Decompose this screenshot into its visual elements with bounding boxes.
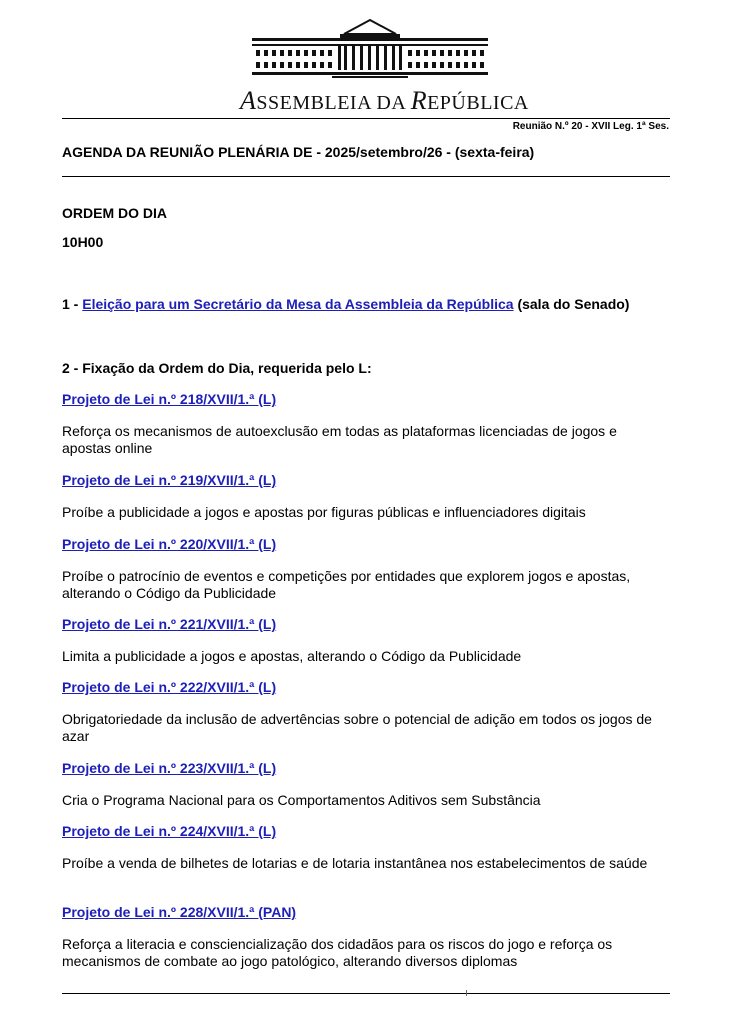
project-description: Obrigatoriedade da inclusão de advertências sobre o potencial de adição em todos os jogos de azar (62, 711, 652, 744)
project-description: Reforça a literacia e consciencialização dos cidadãos para os riscos do jogo e reforça os mecanismos de combate ao jogo patológico, alterando diversos diplomas (62, 936, 613, 969)
footer-rule (62, 993, 670, 994)
project-link[interactable]: Projeto de Lei n.º 221/XVII/1.ª (L) (62, 616, 277, 632)
footer-tick (466, 990, 467, 996)
agenda-title: AGENDA DA REUNIÃO PLENÁRIA DE - 2025/setembro/26 - (sexta-feira) (62, 144, 535, 160)
project-link[interactable]: Projeto de Lei n.º 224/XVII/1.ª (L) (62, 823, 277, 839)
section-heading: ORDEM DO DIA (62, 205, 167, 221)
project-description: Cria o Programa Nacional para os Comportamentos Aditivos sem Substância (62, 792, 541, 808)
assembleia-logo (240, 14, 529, 115)
project-link[interactable]: Projeto de Lei n.º 223/XVII/1.ª (L) (62, 760, 277, 776)
title-rule (62, 176, 670, 177)
meeting-number: Reunião N.º 20 - XVII Leg. 1ª Ses. (512, 121, 669, 132)
project-link[interactable]: Projeto de Lei n.º 219/XVII/1.ª (L) (62, 472, 277, 488)
meeting-time: 10H00 (62, 234, 104, 250)
project-description: Limita a publicidade a jogos e apostas, alterando o Código da Publicidade (62, 648, 522, 664)
project-link[interactable]: Projeto de Lei n.º 220/XVII/1.ª (L) (62, 536, 277, 552)
logo-text-mid: SSEMBLEIA DA (256, 92, 411, 114)
logo-letter-a: A (240, 86, 257, 115)
project-description: Proíbe a publicidade a jogos e apostas por figuras públicas e influenciadores digitais (62, 504, 586, 520)
project-link[interactable]: Projeto de Lei n.º 218/XVII/1.ª (L) (62, 391, 277, 407)
item-location: (sala do Senado) (513, 296, 630, 312)
logo-text-end: EPÚBLICA (427, 92, 529, 114)
header-rule (62, 118, 670, 119)
item-number: 1 - (62, 296, 83, 312)
eleicao-secretario-link[interactable]: Eleição para um Secretário da Mesa da Assembleia da República (82, 296, 514, 312)
project-link[interactable]: Projeto de Lei n.º 228/XVII/1.ª (PAN) (62, 904, 297, 920)
project-link[interactable]: Projeto de Lei n.º 222/XVII/1.ª (L) (62, 679, 277, 695)
logo-wordmark (240, 86, 529, 116)
agenda-item-2: 2 - Fixação da Ordem do Dia, requerida pelo L: (62, 360, 372, 376)
logo-letter-r: R (410, 86, 428, 115)
agenda-item-1 (62, 296, 629, 312)
project-description: Proíbe a venda de bilhetes de lotarias e de lotaria instantânea nos estabelecimentos de saúde (62, 855, 648, 871)
parliament-building-icon (252, 14, 488, 84)
project-description: Reforça os mecanismos de autoexclusão em todas as plataformas licenciadas de jogos e apostas online (62, 423, 617, 456)
project-description: Proíbe o patrocínio de eventos e competições por entidades que explorem jogos e apostas, alterando o Código da Publicidade (62, 568, 631, 601)
